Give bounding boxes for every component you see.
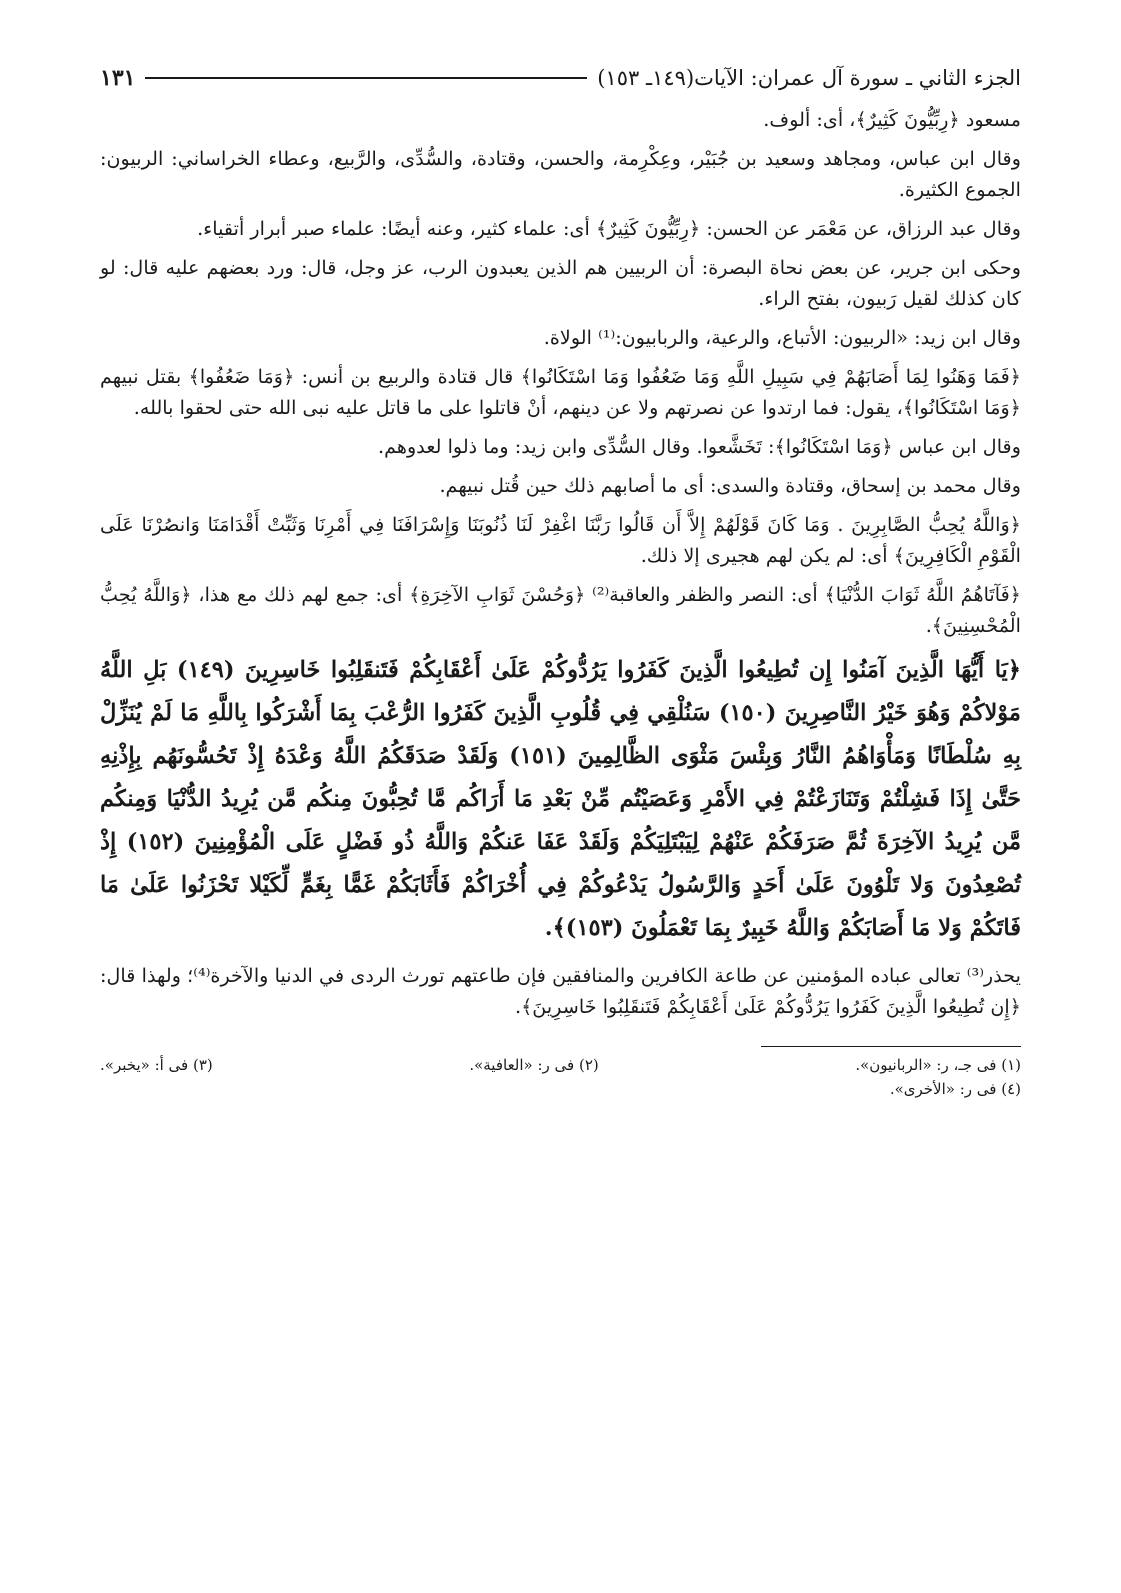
paragraph-2: وقال ابن عباس، ومجاهد وسعيد بن جُبَيْر، وعِكْرِمة، والحسن، وقتادة، والسُّدِّى، والرَّبيع، وعطاء الخراساني: الربيون: الجموع الكثيرة. xyxy=(100,147,1021,201)
footnotes xyxy=(100,1053,1021,1101)
footnote-row-1 xyxy=(100,1053,1021,1077)
footnote-rule xyxy=(761,1046,1021,1047)
footnote-2: (٢) فى ر: «العافية». xyxy=(469,1056,599,1074)
commentary-body xyxy=(100,104,1021,641)
footnote-1: (١) فى جـ، ر: «الربانيون». xyxy=(855,1056,1021,1074)
footnote-4: (٤) فى ر: «الأخرى». xyxy=(889,1080,1021,1098)
paragraph-4: وحكى ابن جرير، عن بعض نحاة البصرة: أن الربيين هم الذين يعبدون الرب، عز وجل، قال: ورد بعضهم عليه قال: لو كان كذلك لقيل رَبيون، بفتح الراء. xyxy=(100,256,1021,310)
paragraph-1: مسعود ﴿رِبِّيُّونَ كَثِيرٌ﴾، أى: ألوف. xyxy=(763,108,1021,131)
paragraph-6: ﴿فَمَا وَهَنُوا لِمَا أَصَابَهُمْ فِي سَبِيلِ اللَّهِ وَمَا ضَعُفُوا وَمَا اسْتَكَانُوا﴾ قال قتادة والربيع بن أنس: ﴿وَمَا ضَعُفُوا﴾ بقتل نبيهم ﴿وَمَا اسْتَكَانُوا﴾، يقول: فما ارتدوا عن نصرتهم ولا عن دينهم، أنْ قاتلوا على ما قاتل عليه نبى الله حتى لحقوا بالله. xyxy=(100,365,1021,419)
paragraph-10: ﴿فَآتَاهُمُ اللَّهُ ثَوَابَ الدُّنْيَا﴾ أى: النصر والظفر والعاقبة⁽²⁾ ﴿وَحُسْنَ ثَوَابِ الآخِرَةِ﴾ أى: جمع لهم ذلك مع هذا، ﴿وَاللَّهُ يُحِبُّ الْمُحْسِنِينَ﴾. xyxy=(100,583,1022,637)
running-header xyxy=(100,58,1021,98)
paragraph-8: وقال محمد بن إسحاق، وقتادة والسدى: أى ما أصابهم ذلك حين قُتل نبيهم. xyxy=(439,474,1021,497)
page-number: ١٣١ xyxy=(100,65,136,91)
paragraph-9: ﴿وَاللَّهُ يُحِبُّ الصَّابِرِينَ . وَمَا كَانَ قَوْلَهُمْ إِلاَّ أَن قَالُوا رَبَّنَا اغْفِرْ لَنَا ذُنُوبَنَا وَإِسْرَافَنَا فِي أَمْرِنَا وَثَبِّتْ أَقْدَامَنَا وَانصُرْنَا عَلَى الْقَوْمِ الْكَافِرِينَ﴾ أى: لم يكن لهم هجيرى إلا ذلك. xyxy=(100,513,1021,567)
paragraph-3: وقال عبد الرزاق، عن مَعْمَر عن الحسن: ﴿رِبِّيُّونَ كَثِيرٌ﴾ أى: علماء كثير، وعنه أيضًا: علماء صبر أبرار أتقياء. xyxy=(197,217,1021,240)
paragraph-5: وقال ابن زيد: «الربيون: الأتباع، والرعية، والربابيون:⁽¹⁾ الولاة. xyxy=(543,326,1021,349)
closing-paragraph: يحذر⁽³⁾ تعالى عباده المؤمنين عن طاعة الكافرين والمنافقين فإن طاعتهم تورث الردى في الدنيا والآخرة⁽⁴⁾؛ ولهذا قال: ﴿إِن تُطِيعُوا الَّذِينَ كَفَرُوا يَرُدُّوكُمْ عَلَىٰ أَعْقَابِكُمْ فَتَنقَلِبُوا خَاسِرِينَ﴾. xyxy=(100,964,1021,1018)
header-title: الجزء الثاني ـ سورة آل عمران: الآيات(١٤٩ـ ١٥٣) xyxy=(597,66,1021,90)
header-rule xyxy=(145,77,587,79)
quran-verse-block: ﴿يَا أَيُّهَا الَّذِينَ آمَنُوا إِن تُطِيعُوا الَّذِينَ كَفَرُوا يَرُدُّوكُمْ عَلَىٰ أَعْقَابِكُمْ فَتَنقَلِبُوا خَاسِرِينَ (١٤٩) بَلِ اللَّهُ مَوْلاكُمْ وَهُوَ خَيْرُ النَّاصِرِينَ (١٥٠) سَنُلْقِي فِي قُلُوبِ الَّذِينَ كَفَرُوا الرُّعْبَ بِمَا أَشْرَكُوا بِاللَّهِ مَا لَمْ يُنَزِّلْ بِهِ سُلْطَانًا وَمَأْوَاهُمُ النَّارُ وَبِئْسَ مَثْوَى الظَّالِمِينَ (١٥١) وَلَقَدْ صَدَقَكُمُ اللَّهُ وَعْدَهُ إِذْ تَحُسُّونَهُم بِإِذْنِهِ حَتَّىٰ إِذَا فَشِلْتُمْ وَتَنَازَعْتُمْ فِي الأَمْرِ وَعَصَيْتُم مِّنْ بَعْدِ مَا أَرَاكُم مَّا تُحِبُّونَ مِنكُم مَّن يُرِيدُ الدُّنْيَا وَمِنكُم مَّن يُرِيدُ الآخِرَةَ ثُمَّ صَرَفَكُمْ عَنْهُمْ لِيَبْتَلِيَكُمْ وَلَقَدْ عَفَا عَنكُمْ وَاللَّهُ ذُو فَضْلٍ عَلَى الْمُؤْمِنِينَ (١٥٢) إِذْ تُصْعِدُونَ وَلا تَلْوُونَ عَلَىٰ أَحَدٍ وَالرَّسُولُ يَدْعُوكُمْ فِي أُخْرَاكُمْ فَأَثَابَكُمْ غَمًّا بِغَمٍّ لِّكَيْلا تَحْزَنُوا عَلَىٰ مَا فَاتَكُمْ وَلا مَا أَصَابَكُمْ وَاللَّهُ خَبِيرٌ بِمَا تَعْمَلُونَ (١٥٣)﴾. xyxy=(100,657,1022,941)
paragraph-7: وقال ابن عباس ﴿وَمَا اسْتَكَانُوا﴾: تَخَشَّعوا. وقال السُّدِّى وابن زيد: وما ذلوا لعدوهم. xyxy=(378,435,1021,458)
footnote-3: (٣) فى أ: «يخبر». xyxy=(100,1056,213,1074)
